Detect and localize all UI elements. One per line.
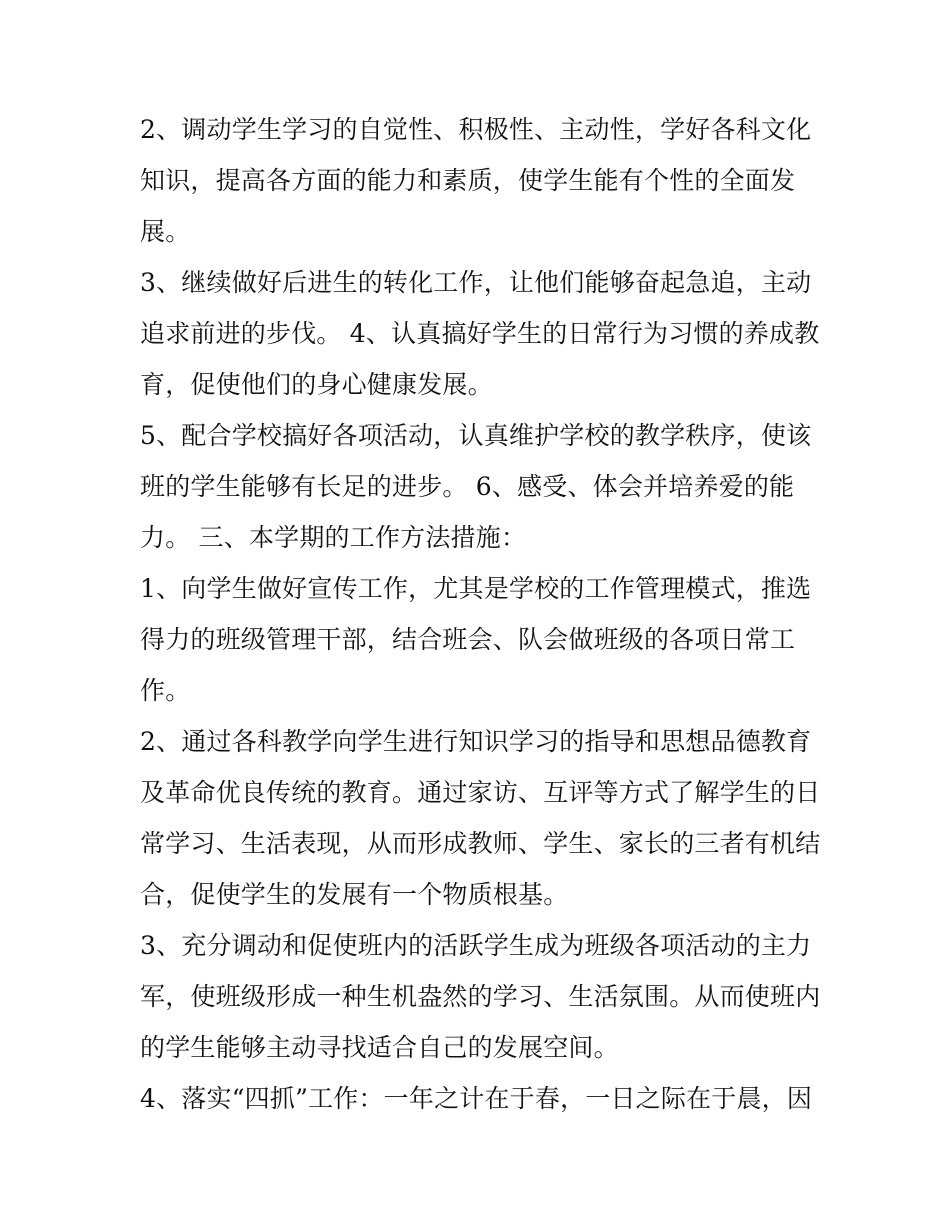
text-line: 4、落实“四抓”工作：一年之计在于春，一日之际在于晨，因 xyxy=(140,1084,813,1113)
text-line: 追求前进的步伐。 4、认真搞好学生的日常行为习惯的养成教 xyxy=(140,319,820,348)
text-line: 2、通过各科教学向学生进行知识学习的指导和思想品德教育 xyxy=(140,727,812,756)
text-line: 作。 xyxy=(140,676,191,705)
text-line: 合，促使学生的发展有一个物质根基。 xyxy=(140,880,569,909)
document-body xyxy=(140,104,820,1124)
text-line: 2、调动学生学习的自觉性、积极性、主动性，学好各科文化 xyxy=(140,115,812,144)
text-line: 展。 xyxy=(140,217,191,246)
text-line: 军，使班级形成一种生机盎然的学习、生活氛围。从而使班内 xyxy=(140,982,821,1011)
text-line: 1、向学生做好宣传工作，尤其是学校的工作管理模式，推选 xyxy=(140,574,812,603)
text-line: 力。 三、本学期的工作方法措施： xyxy=(140,523,527,552)
text-line: 常学习、生活表现，从而形成教师、学生、家长的三者有机结 xyxy=(140,829,821,858)
text-line: 5、配合学校搞好各项活动，认真维护学校的教学秩序，使该 xyxy=(140,421,812,450)
text-line: 育，促使他们的身心健康发展。 xyxy=(140,370,493,399)
text-line: 的学生能够主动寻找适合自己的发展空间。 xyxy=(140,1033,619,1062)
text-line: 班的学生能够有长足的进步。 6、感受、体会并培养爱的能 xyxy=(140,472,795,501)
text-line: 知识，提高各方面的能力和素质，使学生能有个性的全面发 xyxy=(140,166,796,195)
text-line: 3、继续做好后进生的转化工作，让他们能够奋起急追，主动 xyxy=(140,268,812,297)
text-line: 3、充分调动和促使班内的活跃学生成为班级各项活动的主力 xyxy=(140,931,812,960)
text-line: 及革命优良传统的教育。通过家访、互评等方式了解学生的日 xyxy=(140,778,821,807)
text-line: 得力的班级管理干部，结合班会、队会做班级的各项日常工 xyxy=(140,625,796,654)
